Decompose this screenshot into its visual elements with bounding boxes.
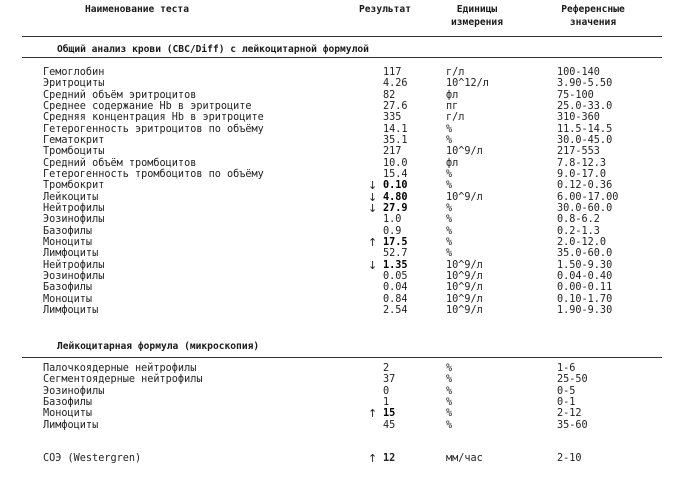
esr-flag-icon: ↑ bbox=[368, 452, 378, 465]
result-value: 335 bbox=[383, 112, 402, 124]
header-divider bbox=[22, 36, 662, 37]
test-name: Нейтрофилы bbox=[43, 202, 105, 214]
table-row bbox=[0, 112, 677, 123]
test-name: Средняя концентрация Hb в эритроците bbox=[43, 112, 264, 124]
arrow-up-icon: ↑ bbox=[368, 235, 378, 249]
table-row bbox=[0, 237, 677, 248]
test-name: Эритроциты bbox=[43, 78, 105, 90]
header-test-name: Наименование теста bbox=[85, 4, 189, 15]
result-value: 82 bbox=[383, 89, 396, 101]
table-row bbox=[0, 67, 677, 78]
table-header bbox=[0, 0, 677, 40]
test-name: Палочкоядерные нейтрофилы bbox=[43, 363, 197, 374]
table-row bbox=[0, 101, 677, 112]
reference-value: 2.0-12.0 bbox=[557, 236, 607, 248]
table-row bbox=[0, 374, 677, 385]
reference-value: 30.0-60.0 bbox=[557, 202, 613, 214]
test-name: Эозинофилы bbox=[43, 385, 105, 397]
table-row bbox=[0, 158, 677, 169]
unit-value: % bbox=[446, 134, 453, 146]
table-row bbox=[0, 78, 677, 89]
result-value: 217 bbox=[383, 146, 402, 158]
unit-value: % bbox=[446, 248, 453, 260]
table-row bbox=[0, 248, 677, 259]
table-row bbox=[0, 363, 677, 374]
reference-value: 0-1 bbox=[557, 396, 576, 408]
unit-value: 10^9/л bbox=[446, 270, 483, 282]
table-row bbox=[0, 294, 677, 305]
unit-value: 10^9/л bbox=[446, 293, 483, 305]
result-value: 0.9 bbox=[383, 225, 402, 237]
test-name: Лимфоциты bbox=[43, 419, 99, 431]
reference-value: 1-6 bbox=[557, 363, 576, 374]
unit-value: г/л bbox=[446, 112, 465, 124]
table-row bbox=[0, 282, 677, 293]
test-name: Тромбокрит bbox=[43, 180, 105, 192]
esr-value: 12 bbox=[383, 453, 396, 464]
section-microscopy-title: Лейкоцитарная формула (микроскопия) bbox=[57, 341, 260, 352]
result-value: 1.0 bbox=[383, 214, 402, 226]
unit-value: % bbox=[446, 363, 453, 374]
unit-value: 10^9/л bbox=[446, 259, 483, 271]
table-row bbox=[0, 305, 677, 316]
test-name: Средний объём эритроцитов bbox=[43, 89, 197, 101]
unit-value: 10^9/л bbox=[446, 282, 483, 294]
reference-value: 0.10-1.70 bbox=[557, 293, 613, 305]
result-value: 0.05 bbox=[383, 270, 408, 282]
result-value: 27.6 bbox=[383, 100, 408, 112]
reference-value: 30.0-45.0 bbox=[557, 134, 613, 146]
reference-value: 35.0-60.0 bbox=[557, 248, 613, 260]
unit-value: % bbox=[446, 236, 453, 248]
table-row bbox=[0, 420, 677, 431]
test-name: Среднее содержание Hb в эритроците bbox=[43, 100, 252, 112]
reference-value: 0.2-1.3 bbox=[557, 225, 600, 237]
test-name: Моноциты bbox=[43, 236, 93, 248]
arrow-down-icon: ↓ bbox=[368, 258, 378, 272]
table-row bbox=[0, 203, 677, 214]
unit-value: 10^12/л bbox=[446, 78, 489, 90]
reference-value: 0.12-0.36 bbox=[557, 180, 613, 192]
arrow-down-icon: ↓ bbox=[368, 190, 378, 204]
result-value: 0 bbox=[383, 385, 390, 397]
table-row bbox=[0, 192, 677, 203]
esr-name: СОЭ (Westergren) bbox=[43, 453, 142, 464]
unit-value: % bbox=[446, 180, 453, 192]
header-result: Результат bbox=[359, 4, 411, 15]
table-row bbox=[0, 271, 677, 282]
unit-value: % bbox=[446, 408, 453, 420]
test-name: Базофилы bbox=[43, 396, 93, 408]
table-row bbox=[0, 386, 677, 397]
result-value: 4.80 bbox=[383, 191, 408, 203]
result-value: 17.5 bbox=[383, 236, 408, 248]
table-row bbox=[0, 146, 677, 157]
reference-value: 1.50-9.30 bbox=[557, 259, 613, 271]
reference-value: 9.0-17.0 bbox=[557, 168, 607, 180]
arrow-up-icon: ↑ bbox=[368, 407, 378, 421]
test-name: Нейтрофилы bbox=[43, 259, 105, 271]
header-reference bbox=[553, 3, 633, 29]
test-name: Гемоглобин bbox=[43, 67, 105, 78]
reference-value: 11.5-14.5 bbox=[557, 123, 613, 135]
table-row bbox=[0, 214, 677, 225]
esr-unit: мм/час bbox=[446, 453, 483, 464]
esr-row bbox=[0, 453, 677, 465]
unit-value: % bbox=[446, 385, 453, 397]
reference-value: 35-60 bbox=[557, 419, 588, 431]
test-name: Тромбоциты bbox=[43, 146, 105, 158]
result-value: 0.84 bbox=[383, 293, 408, 305]
test-name: Гематокрит bbox=[43, 134, 105, 146]
reference-value: 0.8-6.2 bbox=[557, 214, 600, 226]
result-value: 4.26 bbox=[383, 78, 408, 90]
reference-value: 0.00-0.11 bbox=[557, 282, 613, 294]
test-name: Лимфоциты bbox=[43, 304, 99, 316]
unit-value: фл bbox=[446, 157, 459, 169]
result-value: 52.7 bbox=[383, 248, 408, 260]
result-value: 15 bbox=[383, 408, 396, 420]
test-name: Моноциты bbox=[43, 408, 93, 420]
unit-value: % bbox=[446, 225, 453, 237]
table-row bbox=[0, 397, 677, 408]
result-value: 117 bbox=[383, 67, 402, 78]
section-microscopy-divider bbox=[22, 357, 662, 358]
table-row bbox=[0, 408, 677, 419]
unit-value: фл bbox=[446, 89, 459, 101]
unit-value: 10^9/л bbox=[446, 304, 483, 316]
table-row bbox=[0, 135, 677, 146]
test-name: Эозинофилы bbox=[43, 214, 105, 226]
unit-value: % bbox=[446, 168, 453, 180]
result-value: 0.10 bbox=[383, 180, 408, 192]
test-name: Базофилы bbox=[43, 225, 93, 237]
test-name: Моноциты bbox=[43, 293, 93, 305]
test-name: Сегментоядерные нейтрофилы bbox=[43, 374, 203, 386]
result-value: 37 bbox=[383, 374, 396, 386]
result-value: 15.4 bbox=[383, 168, 408, 180]
unit-value: % bbox=[446, 396, 453, 408]
section-cbc-title: Общий анализ крови (CBC/Diff) с лейкоцитарной формулой bbox=[57, 44, 369, 55]
reference-value: 0-5 bbox=[557, 385, 576, 397]
table-row bbox=[0, 260, 677, 271]
result-value: 2.54 bbox=[383, 304, 408, 316]
unit-value: 10^9/л bbox=[446, 146, 483, 158]
reference-value: 0.04-0.40 bbox=[557, 270, 613, 282]
test-name: Средний объём тромбоцитов bbox=[43, 157, 197, 169]
test-name: Гетерогенность эритроцитов по объёму bbox=[43, 123, 264, 135]
unit-value: г/л bbox=[446, 67, 465, 78]
reference-value: 217-553 bbox=[557, 146, 600, 158]
section-cbc-divider bbox=[22, 57, 662, 58]
unit-value: % bbox=[446, 123, 453, 135]
unit-value: % bbox=[446, 419, 453, 431]
arrow-down-icon: ↓ bbox=[368, 201, 378, 215]
table-row bbox=[0, 169, 677, 180]
test-name: Гетерогенность тромбоцитов по объёму bbox=[43, 168, 264, 180]
unit-value: % bbox=[446, 214, 453, 226]
header-units-line1: Единицы bbox=[456, 4, 498, 15]
reference-value: 2-12 bbox=[557, 408, 582, 420]
unit-value: % bbox=[446, 374, 453, 386]
reference-value: 310-360 bbox=[557, 112, 600, 124]
reference-value: 3.90-5.50 bbox=[557, 78, 613, 90]
header-reference-line1: Референсные bbox=[561, 4, 625, 15]
unit-value: % bbox=[446, 202, 453, 214]
reference-value: 75-100 bbox=[557, 89, 594, 101]
table-row bbox=[0, 226, 677, 237]
table-row bbox=[0, 124, 677, 135]
test-name: Лейкоциты bbox=[43, 191, 99, 203]
result-value: 35.1 bbox=[383, 134, 408, 146]
table-row bbox=[0, 90, 677, 101]
header-reference-line2: значения bbox=[569, 17, 617, 28]
result-value: 2 bbox=[383, 363, 390, 374]
reference-value: 7.8-12.3 bbox=[557, 157, 607, 169]
test-name: Базофилы bbox=[43, 282, 93, 294]
result-value: 27.9 bbox=[383, 202, 408, 214]
reference-value: 6.00-17.00 bbox=[557, 191, 619, 203]
result-value: 45 bbox=[383, 419, 396, 431]
unit-value: пг bbox=[446, 100, 459, 112]
result-value: 1 bbox=[383, 396, 390, 408]
reference-value: 25-50 bbox=[557, 374, 588, 386]
header-units-line2: измерения bbox=[451, 17, 503, 28]
result-value: 14.1 bbox=[383, 123, 408, 135]
result-value: 10.0 bbox=[383, 157, 408, 169]
test-name: Лимфоциты bbox=[43, 248, 99, 260]
reference-value: 100-140 bbox=[557, 67, 600, 78]
arrow-down-icon: ↓ bbox=[368, 179, 378, 193]
test-name: Эозинофилы bbox=[43, 270, 105, 282]
result-value: 0.04 bbox=[383, 282, 408, 294]
table-row bbox=[0, 180, 677, 191]
header-units bbox=[442, 3, 512, 29]
reference-value: 1.90-9.30 bbox=[557, 304, 613, 316]
unit-value: 10^9/л bbox=[446, 191, 483, 203]
esr-ref: 2-10 bbox=[557, 453, 582, 464]
result-value: 1.35 bbox=[383, 259, 408, 271]
reference-value: 25.0-33.0 bbox=[557, 100, 613, 112]
